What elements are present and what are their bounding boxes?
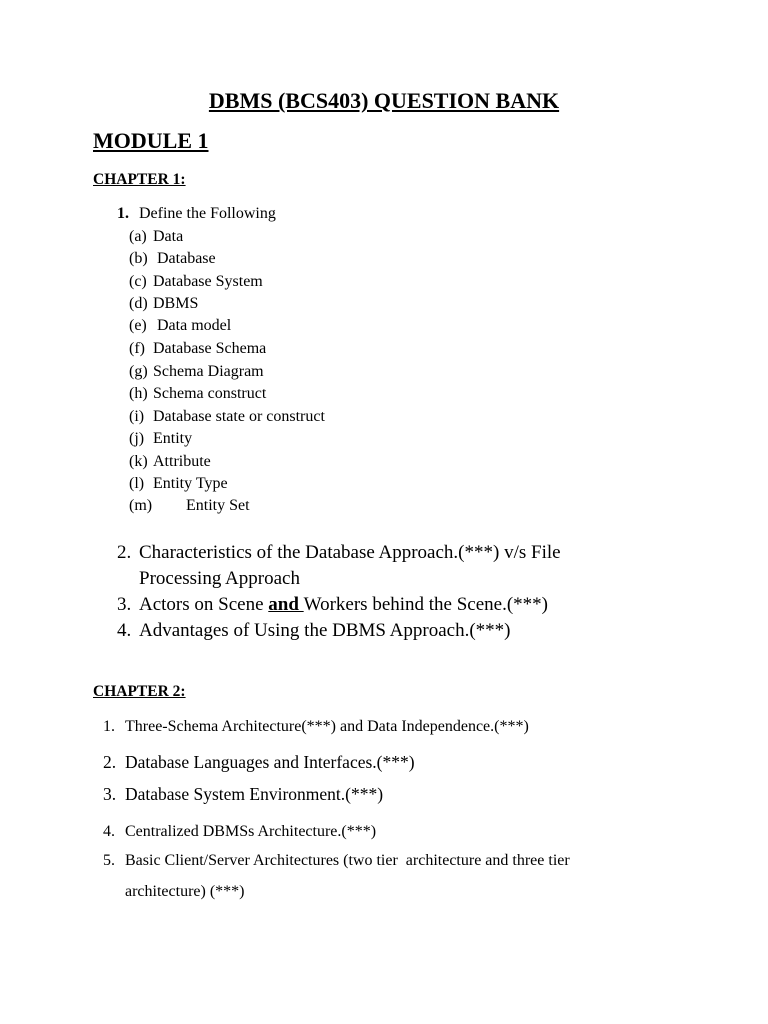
question-number: 3. <box>103 784 117 804</box>
chapter-1-question-3 <box>117 594 548 616</box>
sub-item-label: (g) <box>129 363 148 380</box>
sub-item-k <box>129 453 211 471</box>
sub-item-label: (f) <box>129 340 145 357</box>
chapter-1-question-1 <box>117 205 276 223</box>
question-number: 1. <box>103 718 115 735</box>
sub-item-m <box>129 497 250 515</box>
sub-item-a <box>129 228 183 246</box>
question-text-rest: Workers behind the Scene.(***) <box>303 594 549 615</box>
chapter-2-question-1 <box>103 718 529 736</box>
question-text: Define the Following <box>139 205 276 222</box>
sub-item-label: (k) <box>129 453 148 470</box>
sub-item-text: Schema construct <box>153 385 267 402</box>
chapter-1-question-4 <box>117 620 511 642</box>
sub-item-l <box>129 475 228 493</box>
sub-item-e <box>129 317 231 335</box>
chapter-2-question-5 <box>103 852 570 870</box>
sub-item-text: Data model <box>157 317 232 334</box>
sub-item-text: Data <box>153 228 184 245</box>
chapter-2-question-2 <box>103 752 415 773</box>
sub-item-c <box>129 273 263 291</box>
question-number: 4. <box>103 823 115 840</box>
sub-item-text: Attribute <box>153 453 211 470</box>
sub-item-label: (l) <box>129 475 145 492</box>
chapter-1-question-2-continued: Processing Approach <box>139 568 300 589</box>
chapter-2-question-3 <box>103 784 383 805</box>
chapter-2-question-4 <box>103 823 376 841</box>
sub-item-text: Entity Type <box>153 475 228 492</box>
question-number: 5. <box>103 852 115 869</box>
sub-item-text: DBMS <box>153 295 199 312</box>
question-text: Characteristics of the Database Approach.(***) v/s File <box>139 542 561 563</box>
chapter-2-question-5-continued: architecture) (***) <box>125 883 245 900</box>
chapter-2-heading: CHAPTER 2: <box>93 683 186 700</box>
chapter-1-heading: CHAPTER 1: <box>93 171 186 188</box>
sub-item-d <box>129 295 198 313</box>
sub-item-label: (c) <box>129 273 147 290</box>
emphasis-and: and <box>268 594 304 615</box>
question-text: Actors on Scene <box>139 594 269 615</box>
chapter-1-question-2 <box>117 542 561 564</box>
sub-item-text: Database <box>157 250 216 267</box>
question-text: Three-Schema Architecture(***) and Data Independence.(***) <box>125 718 529 735</box>
sub-item-text: Database Schema <box>153 340 267 357</box>
sub-item-b <box>129 250 216 268</box>
sub-item-f <box>129 340 266 358</box>
sub-item-text: Database System <box>153 273 263 290</box>
sub-item-label: (j) <box>129 430 145 447</box>
sub-item-label: (a) <box>129 228 147 245</box>
sub-item-label: (e) <box>129 317 147 334</box>
sub-item-text: Schema Diagram <box>153 363 264 380</box>
question-text: Database System Environment.(***) <box>125 784 384 804</box>
sub-item-label: (h) <box>129 385 148 402</box>
sub-item-label: (m) <box>129 497 153 514</box>
sub-item-label: (b) <box>129 250 148 267</box>
sub-item-label: (i) <box>129 408 145 425</box>
question-number: 1. <box>117 205 129 222</box>
question-number: 2. <box>103 752 117 772</box>
question-text: Basic Client/Server Architectures (two tier architecture and three tier <box>125 852 570 869</box>
sub-item-g <box>129 363 264 381</box>
question-number: 4. <box>117 620 132 641</box>
sub-item-text: Entity Set <box>186 497 250 514</box>
question-text: Centralized DBMSs Architecture.(***) <box>125 823 377 840</box>
sub-item-i <box>129 408 325 426</box>
question-number: 3. <box>117 594 132 615</box>
sub-item-label: (d) <box>129 295 148 312</box>
question-text: Database Languages and Interfaces.(***) <box>125 752 415 772</box>
sub-item-h <box>129 385 266 403</box>
sub-item-text: Entity <box>153 430 193 447</box>
module-heading: MODULE 1 <box>93 128 209 153</box>
question-text: Advantages of Using the DBMS Approach.(***) <box>139 620 511 641</box>
sub-item-j <box>129 430 192 448</box>
sub-item-text: Database state or construct <box>153 408 325 425</box>
document-title: DBMS (BCS403) QUESTION BANK <box>208 88 560 113</box>
question-number: 2. <box>117 542 132 563</box>
